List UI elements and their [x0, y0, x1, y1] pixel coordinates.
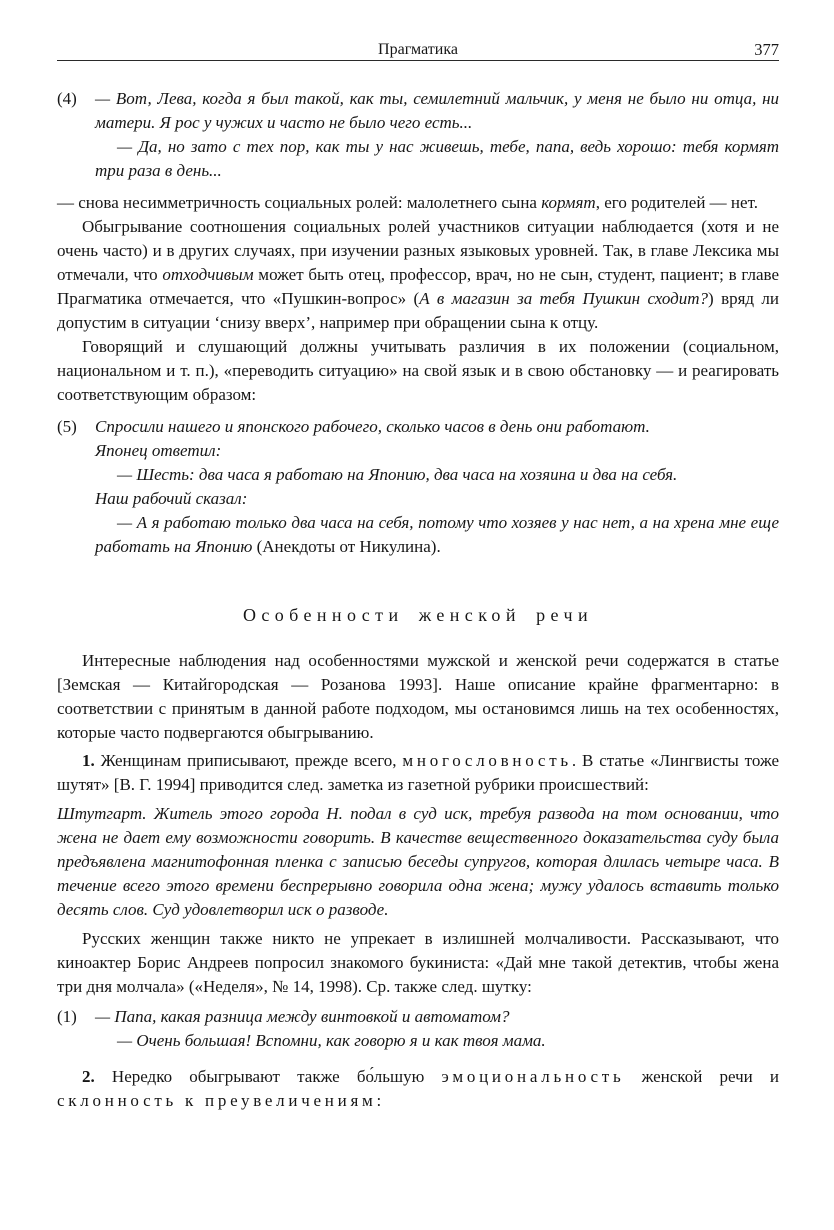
paragraph-item-1: 1. Женщинам приписывают, прежде всего, многословность. В статье «Лингвисты тоже шутят» [В. Г. 1994] приводится след. заметка из газетной рубрики происшествий:	[57, 751, 780, 794]
example-5-line: — А я работаю только два часа на себя, потому что хозяев у нас нет, а на хрена мне еще работать на Японию (Анекдоты от Никулина).	[95, 513, 779, 556]
example-5-line: Наш рабочий сказал:	[95, 489, 248, 508]
running-header	[57, 38, 779, 61]
example-5-line: — Шесть: два часа я работаю на Японию, два часа на хозяина и два на себя.	[117, 465, 678, 484]
running-header-title: Прагматика	[378, 41, 458, 58]
paragraph-social-roles: — снова несимметричность социальных ролей: малолетнего сына кормят, его родителей — нет.	[57, 193, 758, 212]
example-4	[57, 87, 779, 183]
example-5-body	[95, 415, 779, 559]
example-1	[57, 1005, 779, 1053]
example-5-line: Японец ответил:	[95, 441, 222, 460]
paragraph-obygryvanie: Обыгрывание соотношения социальных ролей участников ситуации наблюдается (хотя и не очень часто) и в других случаях, при изучении разных языковых уровней. Так, в главе Лексика мы отмечали, что отходчивым может быть отец, профессор, врач, но не сын, студент, пациент; в главе Прагматика отмечается, что «Пушкин-вопрос» (А в магазин за тебя Пушкин сходит?) вряд ли допустим в ситуации ‘снизу вверх’, например при обращении сына к отцу.	[57, 217, 780, 332]
example-1-label: (1)	[57, 1007, 77, 1026]
paragraph-russkikh: Русских женщин также никто не упрекает в излишней молчаливости. Рассказывают, что киноактер Борис Андреев попросил знакомого букиниста: «Дай мне такой детектив, чтобы жена три дня молчала» («Неделя», № 14, 1998). Ср. также след. шутку:	[57, 929, 779, 996]
citation-stuttgart: Штутгарт. Житель этого города Н. подал в суд иск, требуя развода на том основании, что жена не дает ему возможности говорить. В качестве вещественного доказательства суду была предъявлена магнитофонная пленка с записью беседы супругов, которая длилась четыре часа. В течение всего этого времени беспрерывно говорила одна жена; мужу удалось вставить только десять слов. Суд удовлетворил иск о разводе.	[57, 804, 779, 919]
section-heading: Особенности женской речи	[242, 605, 593, 625]
example-1-line: — Папа, какая разница между винтовкой и автоматом?	[95, 1007, 510, 1026]
paragraph-interesnye: Интересные наблюдения над особенностями мужской и женской речи содержатся в статье [Земская — Китайгородская — Розанова 1993]. Наше описание крайне фрагментарно: в соответствии с принятым в данной работе подходом, мы остановимся лишь на тех особенностях, которые часто подвергаются обыгрыванию.	[57, 651, 779, 742]
example-5	[57, 415, 779, 559]
page-number: 377	[754, 40, 779, 59]
example-4-line: — Вот, Лева, когда я был такой, как ты, семилетний мальчик, у меня не было ни отца, ни матери. Я рос у чужих и часто не было чего есть...	[95, 89, 779, 132]
page-content	[57, 87, 779, 1113]
example-1-line: — Очень большая! Вспомни, как говорю я и как твоя мама.	[117, 1031, 546, 1050]
example-4-label: (4)	[57, 89, 77, 108]
example-5-label: (5)	[57, 417, 77, 436]
paragraph-item-2: 2. Нередко обыгрывают также бо́льшую эмоциональность женской речи и склонность к преувеличениям:	[57, 1067, 780, 1110]
paragraph-govoryashchiy: Говорящий и слушающий должны учитывать различия в их положении (социальном, национальном и т. п.), «переводить ситуацию» на свой язык и в свою обстановку — и реагировать соответствующим образом:	[57, 337, 779, 404]
example-4-body	[95, 87, 779, 183]
example-4-line: — Да, но зато с тех пор, как ты у нас живешь, тебе, папа, ведь хорошо: тебя кормят три раза в день...	[95, 137, 779, 180]
example-1-body	[95, 1005, 779, 1053]
example-5-line: Спросили нашего и японского рабочего, сколько часов в день они работают.	[95, 417, 650, 436]
